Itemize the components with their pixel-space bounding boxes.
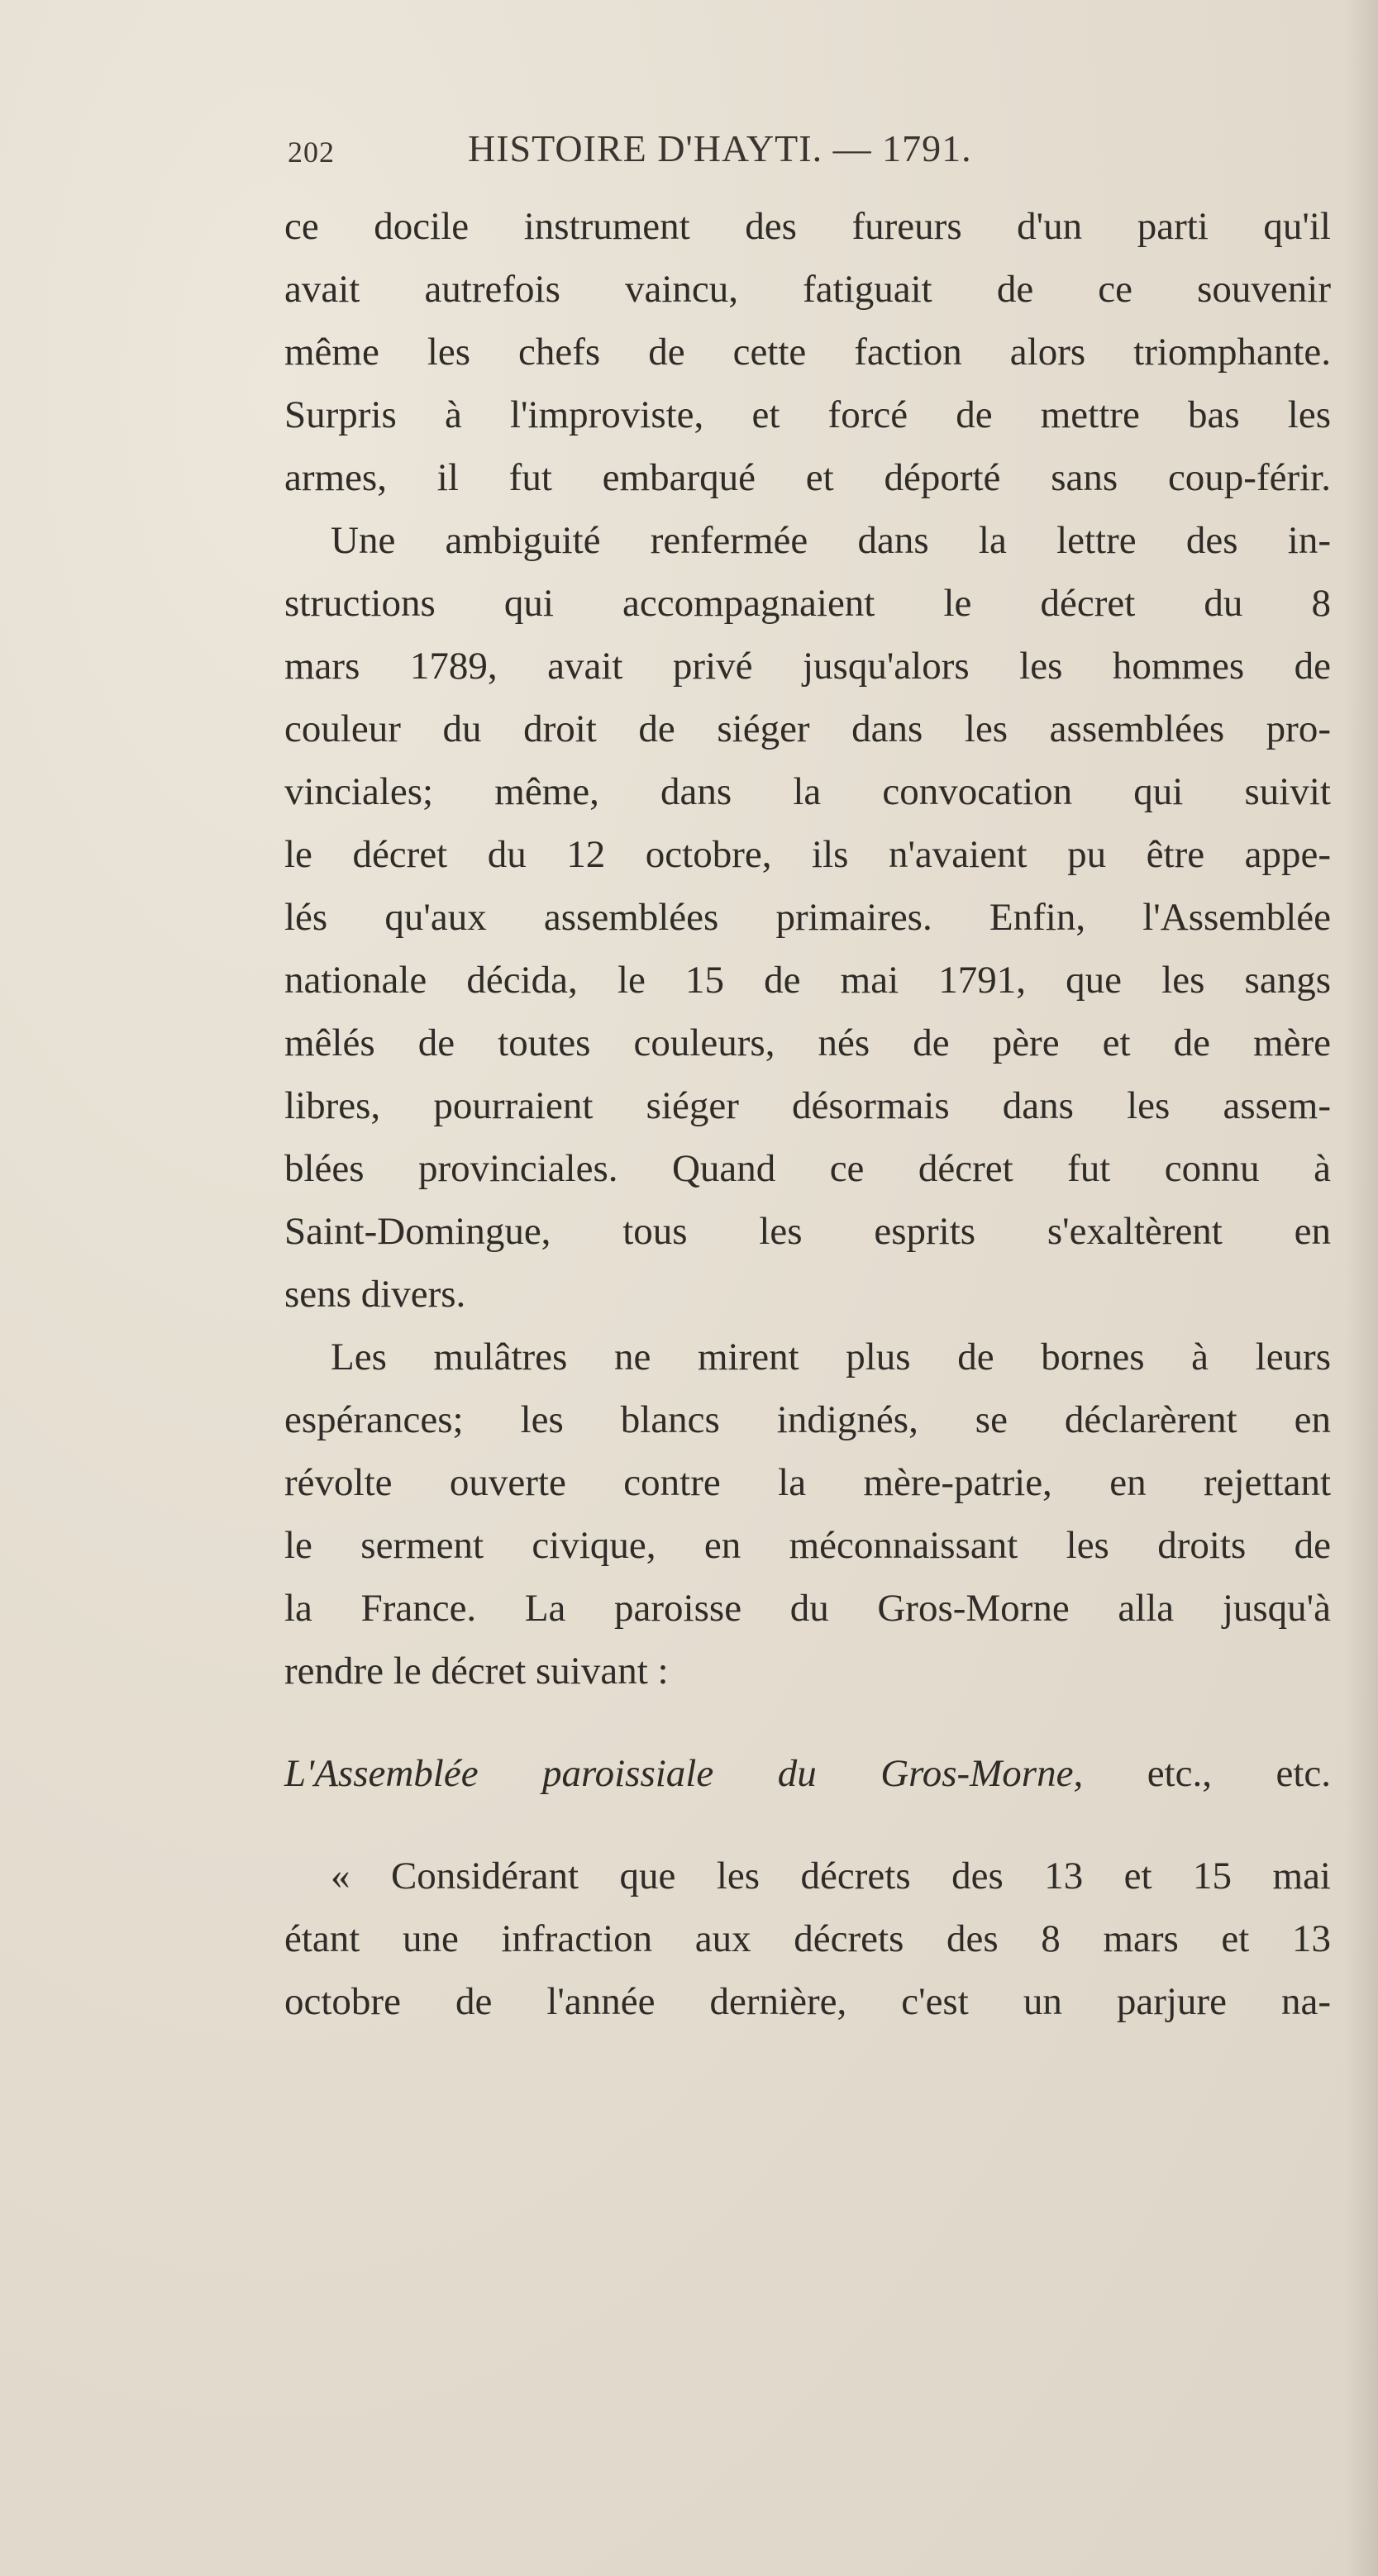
text-line: le décret du 12 octobre, ils n'avaient pu être appe- <box>284 833 1331 876</box>
text-line: nationale décida, le 15 de mai 1791, que les sangs <box>284 959 1331 1002</box>
spacer <box>284 1702 1331 1742</box>
page-number: 202 <box>288 136 335 169</box>
text-line: étant une infraction aux décrets des 8 mars et 13 <box>284 1917 1331 1960</box>
body-text <box>284 195 1331 2033</box>
paragraph-1 <box>284 195 1331 509</box>
text-line: libres, pourraient siéger désormais dans les assem- <box>284 1084 1331 1127</box>
text-line: avait autrefois vaincu, fatiguait de ce souvenir <box>284 268 1331 311</box>
spacer <box>284 1805 1331 1845</box>
paragraph-3 <box>284 1326 1331 1702</box>
text-line: Une ambiguité renfermée dans la lettre des in- <box>331 519 1331 562</box>
text-line: octobre de l'année dernière, c'est un parjure na- <box>284 1980 1331 2023</box>
text-line: vinciales; même, dans la convocation qui suivit <box>284 770 1331 813</box>
section-heading <box>284 1742 1331 1805</box>
quote-paragraph <box>284 1845 1331 2033</box>
text-line: rendre le décret suivant : <box>284 1650 669 1693</box>
text-line: le serment civique, en méconnaissant les droits de <box>284 1524 1331 1567</box>
text-line: la France. La paroisse du Gros-Morne alla jusqu'à <box>284 1587 1331 1630</box>
text-line: sens divers. <box>284 1273 466 1316</box>
text-line: « Considérant que les décrets des 13 et 15 mai <box>331 1855 1331 1897</box>
text-line: couleur du droit de siéger dans les assemblées pro- <box>284 707 1331 750</box>
text-line: mars 1789, avait privé jusqu'alors les hommes de <box>284 645 1331 688</box>
heading-italic: L'Assemblée paroissiale du Gros-Morne, <box>284 1752 1084 1795</box>
text-line: révolte ouverte contre la mère-patrie, en rejettant <box>284 1461 1331 1504</box>
running-head <box>288 124 1180 174</box>
text-line: lés qu'aux assemblées primaires. Enfin, l'Assemblée <box>284 896 1331 939</box>
text-line: même les chefs de cette faction alors triomphante. <box>284 331 1331 374</box>
page-title: HISTOIRE D'HAYTI. — 1791. <box>468 127 972 169</box>
text-line: blées provinciales. Quand ce décret fut connu à <box>284 1147 1331 1190</box>
text-line: Saint-Domingue, tous les esprits s'exaltèrent en <box>284 1210 1331 1253</box>
text-line: Les mulâtres ne mirent plus de bornes à leurs <box>331 1336 1331 1378</box>
text-line: mêlés de toutes couleurs, nés de père et de mère <box>284 1021 1331 1064</box>
text-line: ce docile instrument des fureurs d'un parti qu'il <box>284 205 1331 248</box>
text-line: Surpris à l'improviste, et forcé de mettre bas les <box>284 393 1331 436</box>
text-line: espérances; les blancs indignés, se déclarèrent en <box>284 1398 1331 1441</box>
paragraph-2 <box>284 509 1331 1326</box>
text-line: armes, il fut embarqué et déporté sans coup-férir. <box>284 456 1331 499</box>
text-line: structions qui accompagnaient le décret du 8 <box>284 582 1331 625</box>
heading-roman: etc., etc. <box>1083 1752 1332 1795</box>
